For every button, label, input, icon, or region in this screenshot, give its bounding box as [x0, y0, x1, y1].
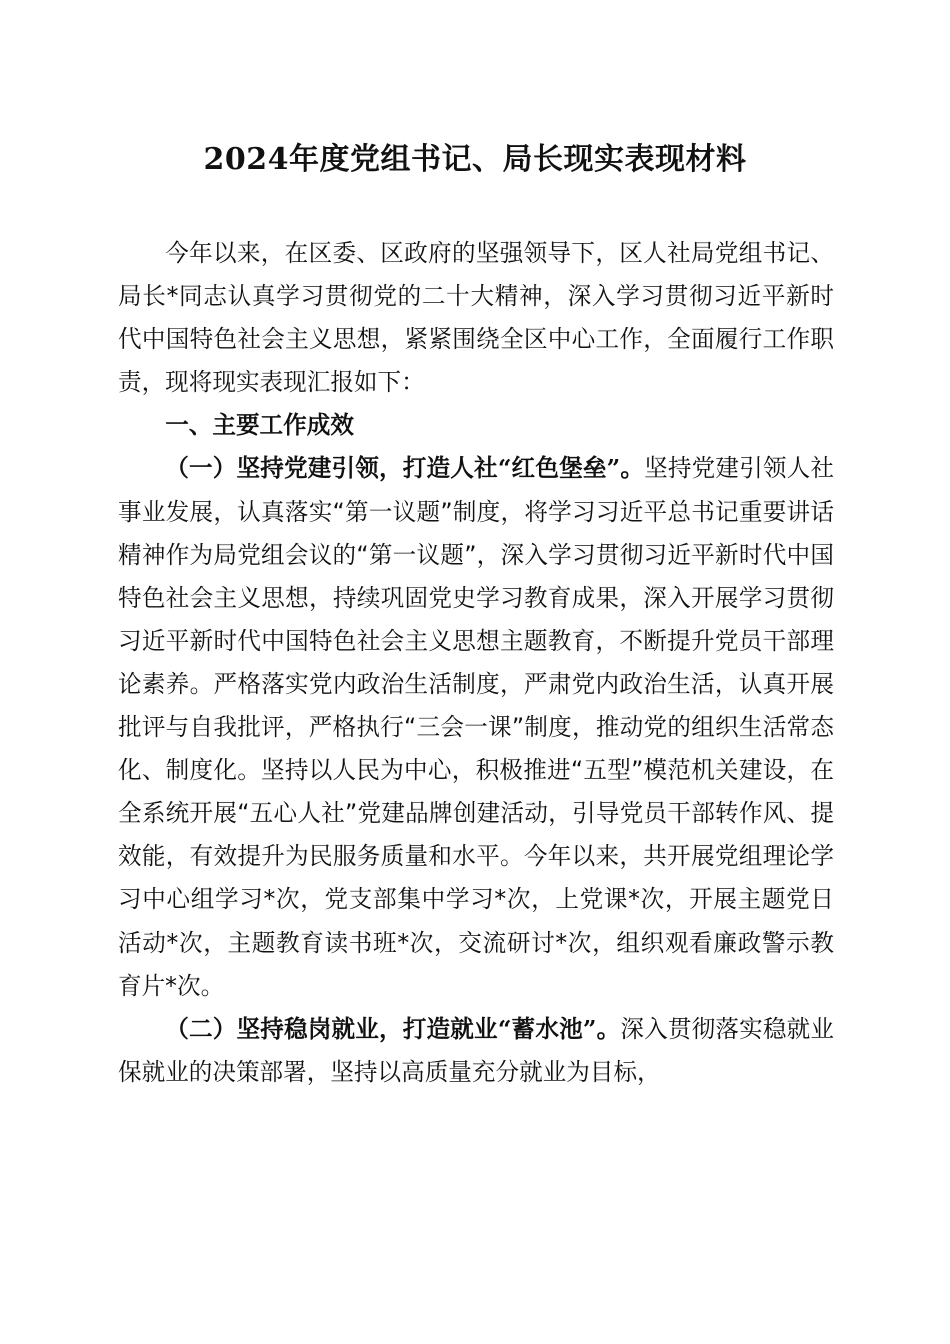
intro-paragraph: 今年以来，在区委、区政府的坚强领导下，区人社局党组书记、局长*同志认真学习贯彻党的二十大精神，深入学习贯彻习近平新时代中国特色社会主义思想，紧紧围绕全区中心工作，全面履行工作职责，现将现实表现汇报如下： — [118, 239, 834, 397]
paragraph-text: 深入贯彻落实稳就业保就业的决策部署，坚持以高质量充分就业为目标， — [118, 1014, 835, 1086]
document-title: 2024年度党组书记、局长现实表现材料 — [203, 142, 747, 177]
paragraph-subtitle: （一）坚持党建引领，打造人社“红色堡垒”。 — [165, 454, 645, 483]
document-body — [118, 232, 834, 1094]
paragraph-subtitle: （二）坚持稳岗就业，打造就业“蓄水池”。 — [165, 1014, 621, 1043]
paragraph-employment — [118, 1008, 834, 1094]
paragraph-text: 坚持党建引领人社事业发展，认真落实“第一议题”制度，将学习习近平总书记重要讲话精神作为局党组会议的“第一议题”，深入学习贯彻习近平新时代中国特色社会主义思想，持续巩固党史学习教育成果，深入开展学习贯彻习近平新时代中国特色社会主义思想主题教育，不断提升党员干部理论素养。严格落实党内政治生活制度，严肃党内政治生活，认真开展批评与自我批评，严格执行“三会一课”制度，推动党的组织生活常态化、制度化。坚持以人民为中心，积极推进“五型”模范机关建设，在全系统开展“五心人社”党建品牌创建活动，引导党员干部转作风、提效能，有效提升为民服务质量和水平。今年以来，共开展党组理论学习中心组学习*次，党支部集中学习*次，上党课*次，开展主题党日活动*次，主题教育读书班*次，交流研讨*次，组织观看廉政警示教育片*次。 — [118, 454, 835, 1000]
paragraph-party-building — [118, 447, 834, 1007]
section-heading: 一、主要工作成效 — [165, 411, 354, 440]
